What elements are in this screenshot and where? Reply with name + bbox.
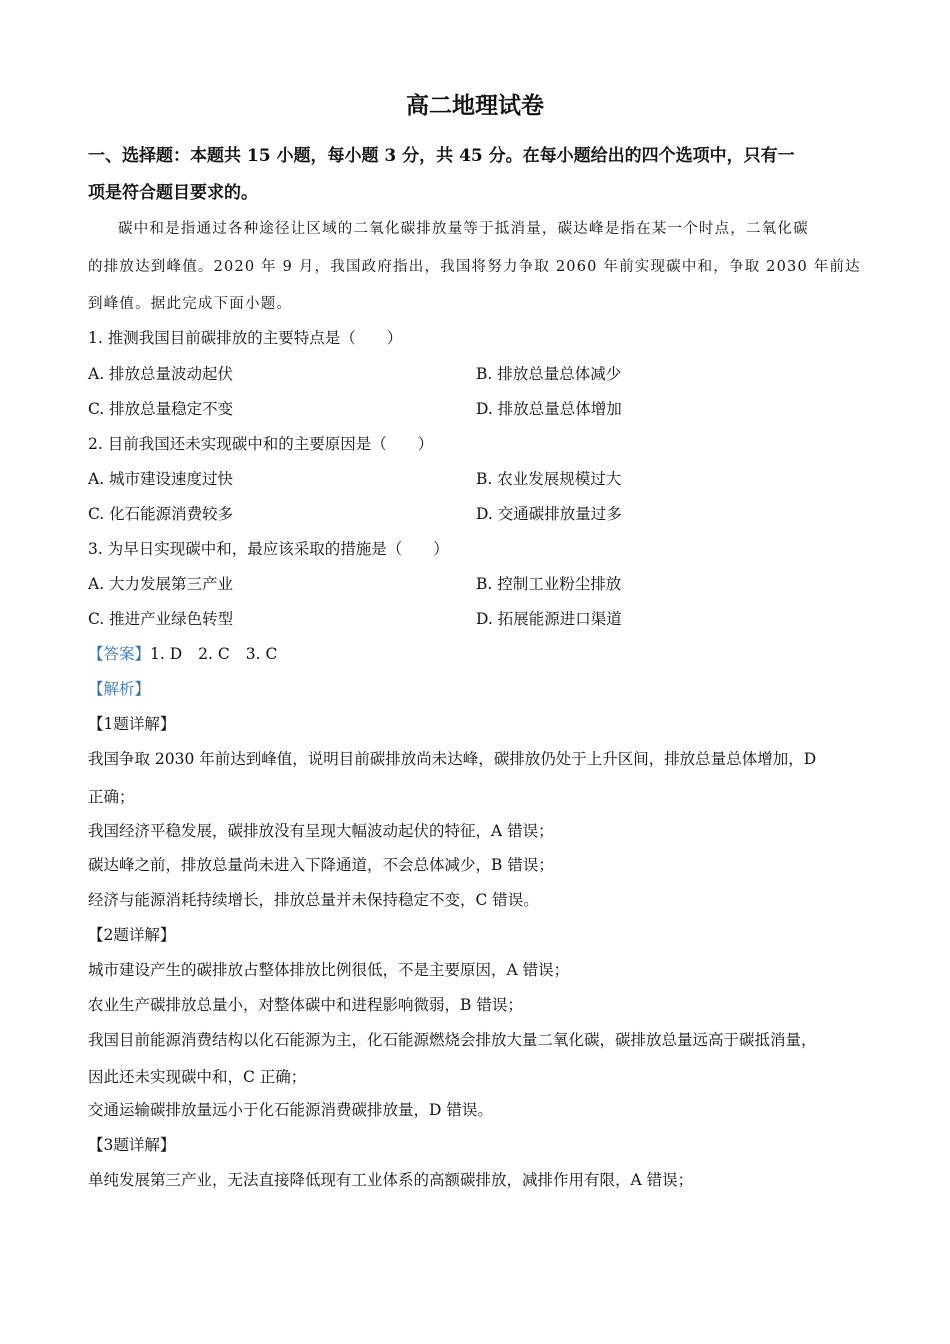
detail-2-line-1: 城市建设产生的碳排放占整体排放比例很低，不是主要原因，A 错误； <box>88 961 570 979</box>
detail-1-line-5: 经济与能源消耗持续增长，排放总量并未保持稳定不变，C 错误。 <box>88 891 539 909</box>
exam-title: 高二地理试卷 <box>406 92 544 119</box>
passage-line-1: 碳中和是指通过各种途径让区域的二氧化碳排放量等于抵消量，碳达峰是指在某一个时点，二氧化碳 <box>118 221 809 237</box>
detail-2-line-3: 我国目前能源消费结构以化石能源为主，化石能源燃烧会排放大量二氧化碳，碳排放总量远高于碳抵消量， <box>88 1031 817 1049</box>
question-3-option-b: B. 控制工业粉尘排放 <box>476 575 622 593</box>
question-3-option-a: A. 大力发展第三产业 <box>88 575 234 593</box>
detail-1-line-2: 正确； <box>88 788 135 806</box>
detail-2-line-4: 因此还未实现碳中和，C 正确； <box>88 1068 307 1086</box>
answer-label: 【答案】 <box>88 645 151 663</box>
detail-2-line-5: 交通运输碳排放量远小于化石能源消费碳排放量，D 错误。 <box>88 1101 493 1119</box>
question-1-stem: 1. 推测我国目前碳排放的主要特点是（ ） <box>88 329 403 347</box>
detail-2-label: 【2题详解】 <box>88 926 176 944</box>
passage-line-3: 到峰值。据此完成下面小题。 <box>88 296 293 312</box>
question-2-option-b: B. 农业发展规模过大 <box>476 470 622 488</box>
detail-1-line-3: 我国经济平稳发展，碳排放没有呈现大幅波动起伏的特征，A 错误； <box>88 822 554 840</box>
question-3-stem: 3. 为早日实现碳中和，最应该采取的措施是（ ） <box>88 540 449 558</box>
passage-line-2: 的排放达到峰值。2020 年 9 月，我国政府指出，我国将努力争取 2060 年前实现碳中和，争取 2030 年前达 <box>88 259 861 275</box>
question-2-option-c: C. 化石能源消费较多 <box>88 505 234 523</box>
question-3-option-c: C. 推进产业绿色转型 <box>88 610 234 628</box>
answer-item-3: 3. C <box>245 645 278 663</box>
detail-1-line-4: 碳达峰之前，排放总量尚未进入下降通道，不会总体减少，B 错误； <box>88 856 554 874</box>
answer-item-2: 2. C <box>198 645 230 663</box>
question-1-option-a: A. 排放总量波动起伏 <box>88 365 234 383</box>
answer-line <box>88 643 864 665</box>
section-heading-line-2: 项是符合题目要求的。 <box>88 183 258 203</box>
answer-item-1: 1. D <box>150 645 183 663</box>
detail-1-line-1: 我国争取 2030 年前达到峰值，说明目前碳排放尚未达峰，碳排放仍处于上升区间，排放总量总体增加，D <box>88 750 817 768</box>
detail-1-label: 【1题详解】 <box>88 715 176 733</box>
question-2-option-d: D. 交通碳排放量过多 <box>476 505 622 523</box>
section-heading-line-1: 一、选择题：本题共 15 小题，每小题 3 分，共 45 分。在每小题给出的四个选项中，只有一 <box>88 146 795 166</box>
question-2-stem: 2. 目前我国还未实现碳中和的主要原因是（ ） <box>88 435 434 453</box>
detail-2-line-2: 农业生产碳排放总量小，对整体碳中和进程影响微弱，B 错误； <box>88 996 523 1014</box>
question-3-option-d: D. 拓展能源进口渠道 <box>476 610 622 628</box>
detail-3-label: 【3题详解】 <box>88 1136 176 1154</box>
detail-3-line-1: 单纯发展第三产业，无法直接降低现有工业体系的高额碳排放，减排作用有限，A 错误； <box>88 1171 694 1189</box>
question-1-option-d: D. 排放总量总体增加 <box>476 400 622 418</box>
question-1-option-c: C. 排放总量稳定不变 <box>88 400 234 418</box>
question-2-option-a: A. 城市建设速度过快 <box>88 470 234 488</box>
analysis-label: 【解析】 <box>88 680 151 698</box>
question-1-option-b: B. 排放总量总体减少 <box>476 365 622 383</box>
